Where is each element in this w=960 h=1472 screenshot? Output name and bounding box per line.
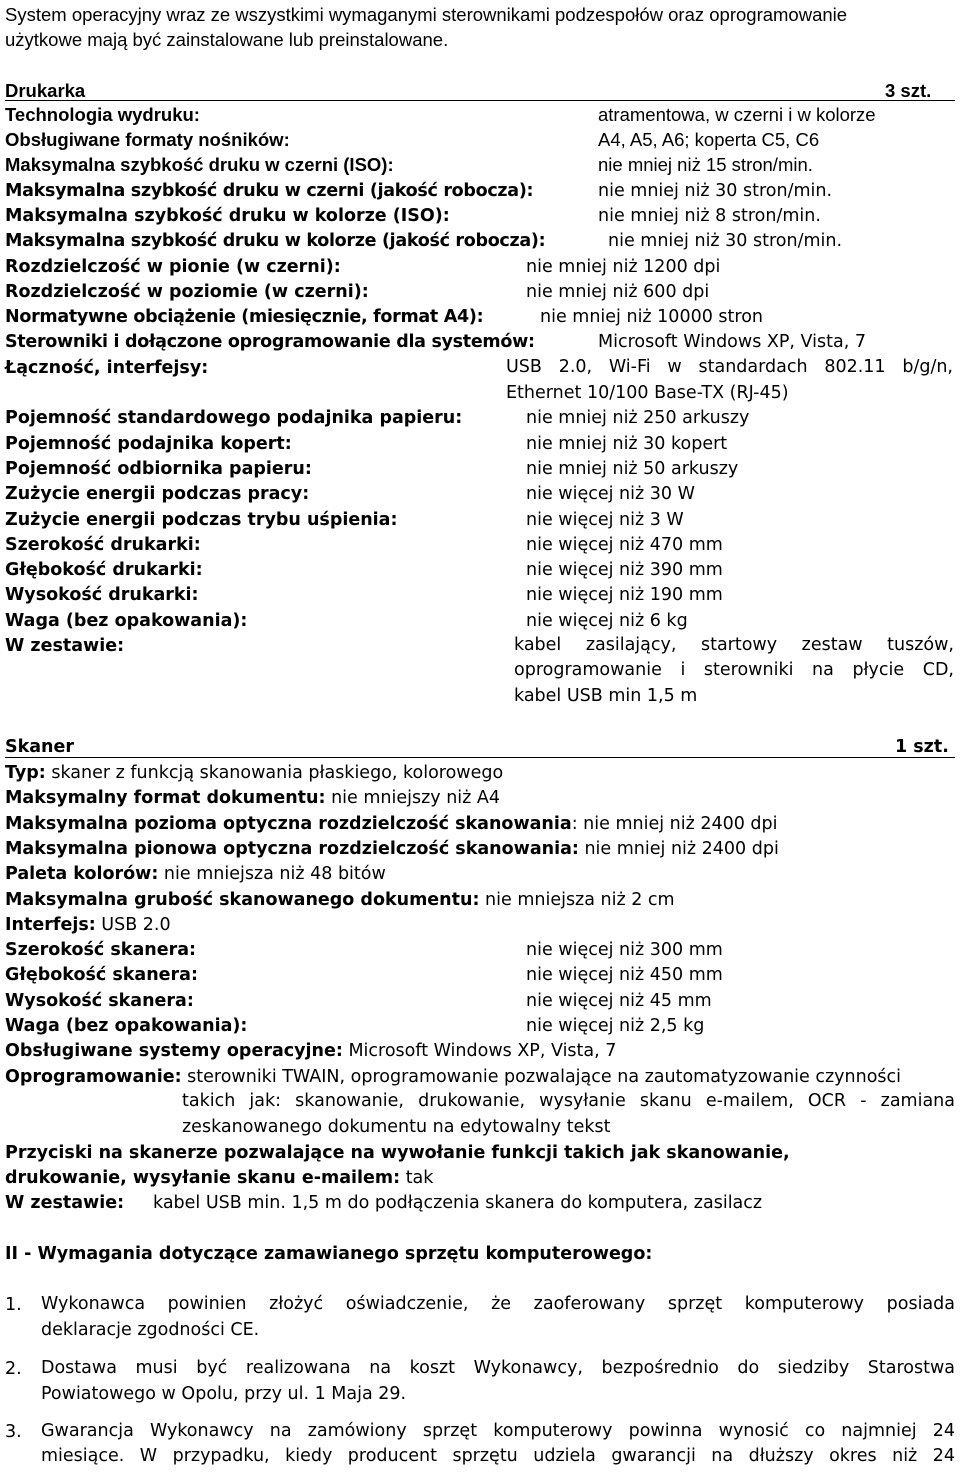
printer-spec-value: nie więcej niż 3 W: [526, 510, 684, 530]
scanner-spec-value-cont: zeskanowanego dokumentu na edytowalny tekst: [182, 1117, 611, 1137]
scanner-spec-value: skaner z funkcją skanowania płaskiego, kolorowego: [45, 763, 504, 783]
printer-spec-value: nie więcej niż 390 mm: [526, 560, 723, 580]
scanner-spec-label: Głębokość skanera:: [5, 965, 198, 985]
scanner-spec-value: kabel USB min. 1,5 m do podłączenia skanera do komputera, zasilacz: [153, 1193, 763, 1213]
scanner-spec-value: nie więcej niż 300 mm: [526, 940, 723, 960]
printer-spec-value: nie mniej niż 250 arkuszy: [526, 408, 750, 428]
scanner-spec-label: Interfejs:: [5, 915, 96, 935]
scanner-spec-label: Maksymalny format dokumentu:: [5, 788, 326, 808]
printer-spec-value: USB 2.0, Wi-Fi w standardach 802.11 b/g/n,: [506, 357, 953, 377]
scanner-spec-label: Oprogramowanie:: [5, 1067, 182, 1087]
scanner-spec: [5, 889, 675, 911]
scanner-spec: [5, 1040, 616, 1062]
printer-spec-value: kabel zasilający, startowy zestaw tuszów,: [514, 635, 954, 655]
printer-spec-label: Maksymalna szybkość druku w czerni (ISO):: [5, 154, 394, 175]
printer-spec-label: Sterowniki i dołączone oprogramowanie dla systemów:: [5, 332, 535, 352]
printer-spec-label: Szerokość drukarki:: [5, 535, 201, 555]
scanner-spec-value: nie mniejszy niż A4: [325, 788, 501, 808]
printer-spec-label: Pojemność standardowego podajnika papieru:: [5, 408, 463, 428]
scanner-spec: [5, 762, 503, 784]
scanner-spec-label: Obsługiwane systemy operacyjne:: [5, 1041, 343, 1061]
scanner-spec-value: nie więcej niż 45 mm: [526, 991, 712, 1011]
scanner-spec-value: nie więcej niż 2,5 kg: [526, 1016, 705, 1036]
printer-qty: 3 szt.: [885, 80, 932, 101]
printer-spec-label: Wysokość drukarki:: [5, 585, 199, 605]
scanner-spec-label: Maksymalna grubość skanowanego dokumentu:: [5, 890, 480, 910]
scanner-spec-label: Paleta kolorów:: [5, 864, 159, 884]
scanner-spec: [5, 863, 386, 885]
printer-spec-label: Zużycie energii podczas trybu uśpienia:: [5, 510, 398, 530]
printer-spec-value: nie mniej niż 15 stron/min.: [598, 154, 813, 175]
list-item-line: Gwarancja Wykonawcy na zamówiony sprzęt komputerowy powinna wynosić co najmniej 24: [41, 1421, 955, 1441]
printer-spec-value: Microsoft Windows XP, Vista, 7: [598, 332, 866, 352]
scanner-spec: [5, 787, 500, 809]
printer-spec-value: nie więcej niż 470 mm: [526, 535, 723, 555]
scanner-spec-label: Typ:: [5, 763, 46, 783]
scanner-spec-value: sterowniki TWAIN, oprogramowanie pozwalające na zautomatyzowanie czynności: [181, 1067, 902, 1087]
scanner-spec-label: Przyciski na skanerze pozwalające na wywołanie funkcji takich jak skanowanie,: [5, 1143, 790, 1163]
printer-spec-label: Obsługiwane formaty nośników:: [5, 129, 290, 150]
scanner-spec-value: nie więcej niż 450 mm: [526, 965, 723, 985]
printer-spec-value: nie mniej niż 30 stron/min.: [608, 231, 843, 251]
printer-spec-value: nie więcej niż 30 W: [526, 484, 695, 504]
list-item-number: 3.: [5, 1422, 22, 1442]
scanner-spec-value: : nie mniej niż 2400 dpi: [571, 814, 778, 834]
list-item-line: deklaracje zgodności CE.: [41, 1320, 260, 1340]
scanner-spec-label: Maksymalna pozioma optyczna rozdzielczość skanowania: [5, 814, 572, 834]
scanner-spec: [5, 1066, 901, 1088]
scanner-spec-label: Maksymalna pionowa optyczna rozdzielczość skanowania:: [5, 839, 579, 859]
list-item-line: miesiące. W przypadku, kiedy producent sprzętu udziela gwarancji na dłuższy okres niż 24: [41, 1446, 955, 1466]
scanner-spec-value-cont: takich jak: skanowanie, drukowanie, wysyłanie skanu e-mailem, OCR - zamiana: [182, 1091, 955, 1111]
printer-spec-value: nie mniej niż 1200 dpi: [526, 257, 721, 277]
printer-spec-label: Maksymalna szybkość druku w kolorze (jakość robocza):: [5, 231, 546, 251]
scanner-spec-value: nie mniejsza niż 2 cm: [479, 890, 675, 910]
printer-title: Drukarka: [5, 80, 86, 101]
printer-spec-value: nie mniej niż 600 dpi: [526, 282, 710, 302]
scanner-qty: 1 szt.: [895, 737, 949, 757]
intro-line-2: użytkowe mają być zainstalowane lub preinstalowane.: [5, 29, 449, 50]
printer-spec-value: A4, A5, A6; koperta C5, C6: [598, 129, 820, 150]
list-item-line: Wykonawca powinien złożyć oświadczenie, że zaoferowany sprzęt komputerowy posiada: [41, 1294, 955, 1314]
printer-spec-label: Maksymalna szybkość druku w czerni (jakość robocza):: [5, 181, 534, 201]
printer-spec-value: atramentowa, w czerni i w kolorze: [598, 104, 876, 125]
scanner-spec-value: nie mniej niż 2400 dpi: [578, 839, 779, 859]
scanner-spec-label: Wysokość skanera:: [5, 991, 194, 1011]
printer-spec-label: Zużycie energii podczas pracy:: [5, 484, 310, 504]
scanner-spec: [5, 813, 778, 835]
printer-spec-value-cont: Ethernet 10/100 Base-TX (RJ-45): [506, 383, 789, 403]
scanner-spec-value: USB 2.0: [95, 915, 171, 935]
printer-spec-value: nie mniej niż 8 stron/min.: [598, 206, 821, 226]
printer-spec-value: nie więcej niż 190 mm: [526, 585, 723, 605]
printer-spec-value: nie mniej niż 50 arkuszy: [526, 459, 739, 479]
scanner-spec-label-cont: drukowanie, wysyłanie skanu e-mailem:: [5, 1168, 401, 1188]
scanner-spec: [5, 1167, 433, 1189]
printer-spec-value: nie mniej niż 30 stron/min.: [598, 181, 833, 201]
printer-spec-label: Waga (bez opakowania):: [5, 611, 248, 631]
printer-spec-label: Rozdzielczość w poziomie (w czerni):: [5, 282, 369, 302]
printer-spec-value: nie mniej niż 30 kopert: [526, 434, 728, 454]
printer-spec-label: Pojemność podajnika kopert:: [5, 434, 292, 454]
printer-spec-value-cont: oprogramowanie i sterowniki na płycie CD,: [514, 660, 954, 680]
scanner-spec-label: Waga (bez opakowania):: [5, 1016, 248, 1036]
scanner-spec-value: nie mniejsza niż 48 bitów: [158, 864, 386, 884]
printer-spec-label: W zestawie:: [5, 636, 125, 656]
scanner-spec-label: Szerokość skanera:: [5, 940, 197, 960]
scanner-header-underline: [5, 757, 955, 758]
printer-spec-label: Głębokość drukarki:: [5, 560, 203, 580]
printer-spec-label: Łączność, interfejsy:: [5, 358, 209, 378]
list-item-line: Powiatowego w Opolu, przy ul. 1 Maja 29.: [41, 1384, 407, 1404]
intro-line-1: System operacyjny wraz ze wszystkimi wymaganymi sterownikami podzespołów oraz oprogramowanie: [5, 4, 848, 25]
section2-heading: II - Wymagania dotyczące zamawianego sprzętu komputerowego:: [5, 1244, 653, 1264]
printer-spec-value-cont: kabel USB min 1,5 m: [514, 686, 698, 706]
printer-spec-label: Maksymalna szybkość druku w kolorze (ISO):: [5, 206, 450, 226]
scanner-spec: [5, 914, 171, 936]
printer-spec-label: Technologia wydruku:: [5, 104, 200, 125]
scanner-spec: [5, 838, 779, 860]
printer-spec-label: Pojemność odbiornika papieru:: [5, 459, 312, 479]
scanner-spec-value: tak: [400, 1168, 434, 1188]
list-item-number: 1.: [5, 1295, 22, 1315]
scanner-spec-label: W zestawie:: [5, 1193, 125, 1213]
list-item-number: 2.: [5, 1359, 22, 1379]
printer-header-underline: [5, 100, 955, 101]
list-item-line: Dostawa musi być realizowana na koszt Wykonawcy, bezpośrednio do siedziby Starostwa: [41, 1358, 955, 1378]
printer-spec-label: Normatywne obciążenie (miesięcznie, format A4):: [5, 307, 484, 327]
scanner-title: Skaner: [5, 737, 75, 757]
printer-spec-value: nie więcej niż 6 kg: [526, 611, 688, 631]
scanner-spec-value: Microsoft Windows XP, Vista, 7: [342, 1041, 617, 1061]
printer-spec-label: Rozdzielczość w pionie (w czerni):: [5, 257, 341, 277]
printer-spec-value: nie mniej niż 10000 stron: [540, 307, 763, 327]
